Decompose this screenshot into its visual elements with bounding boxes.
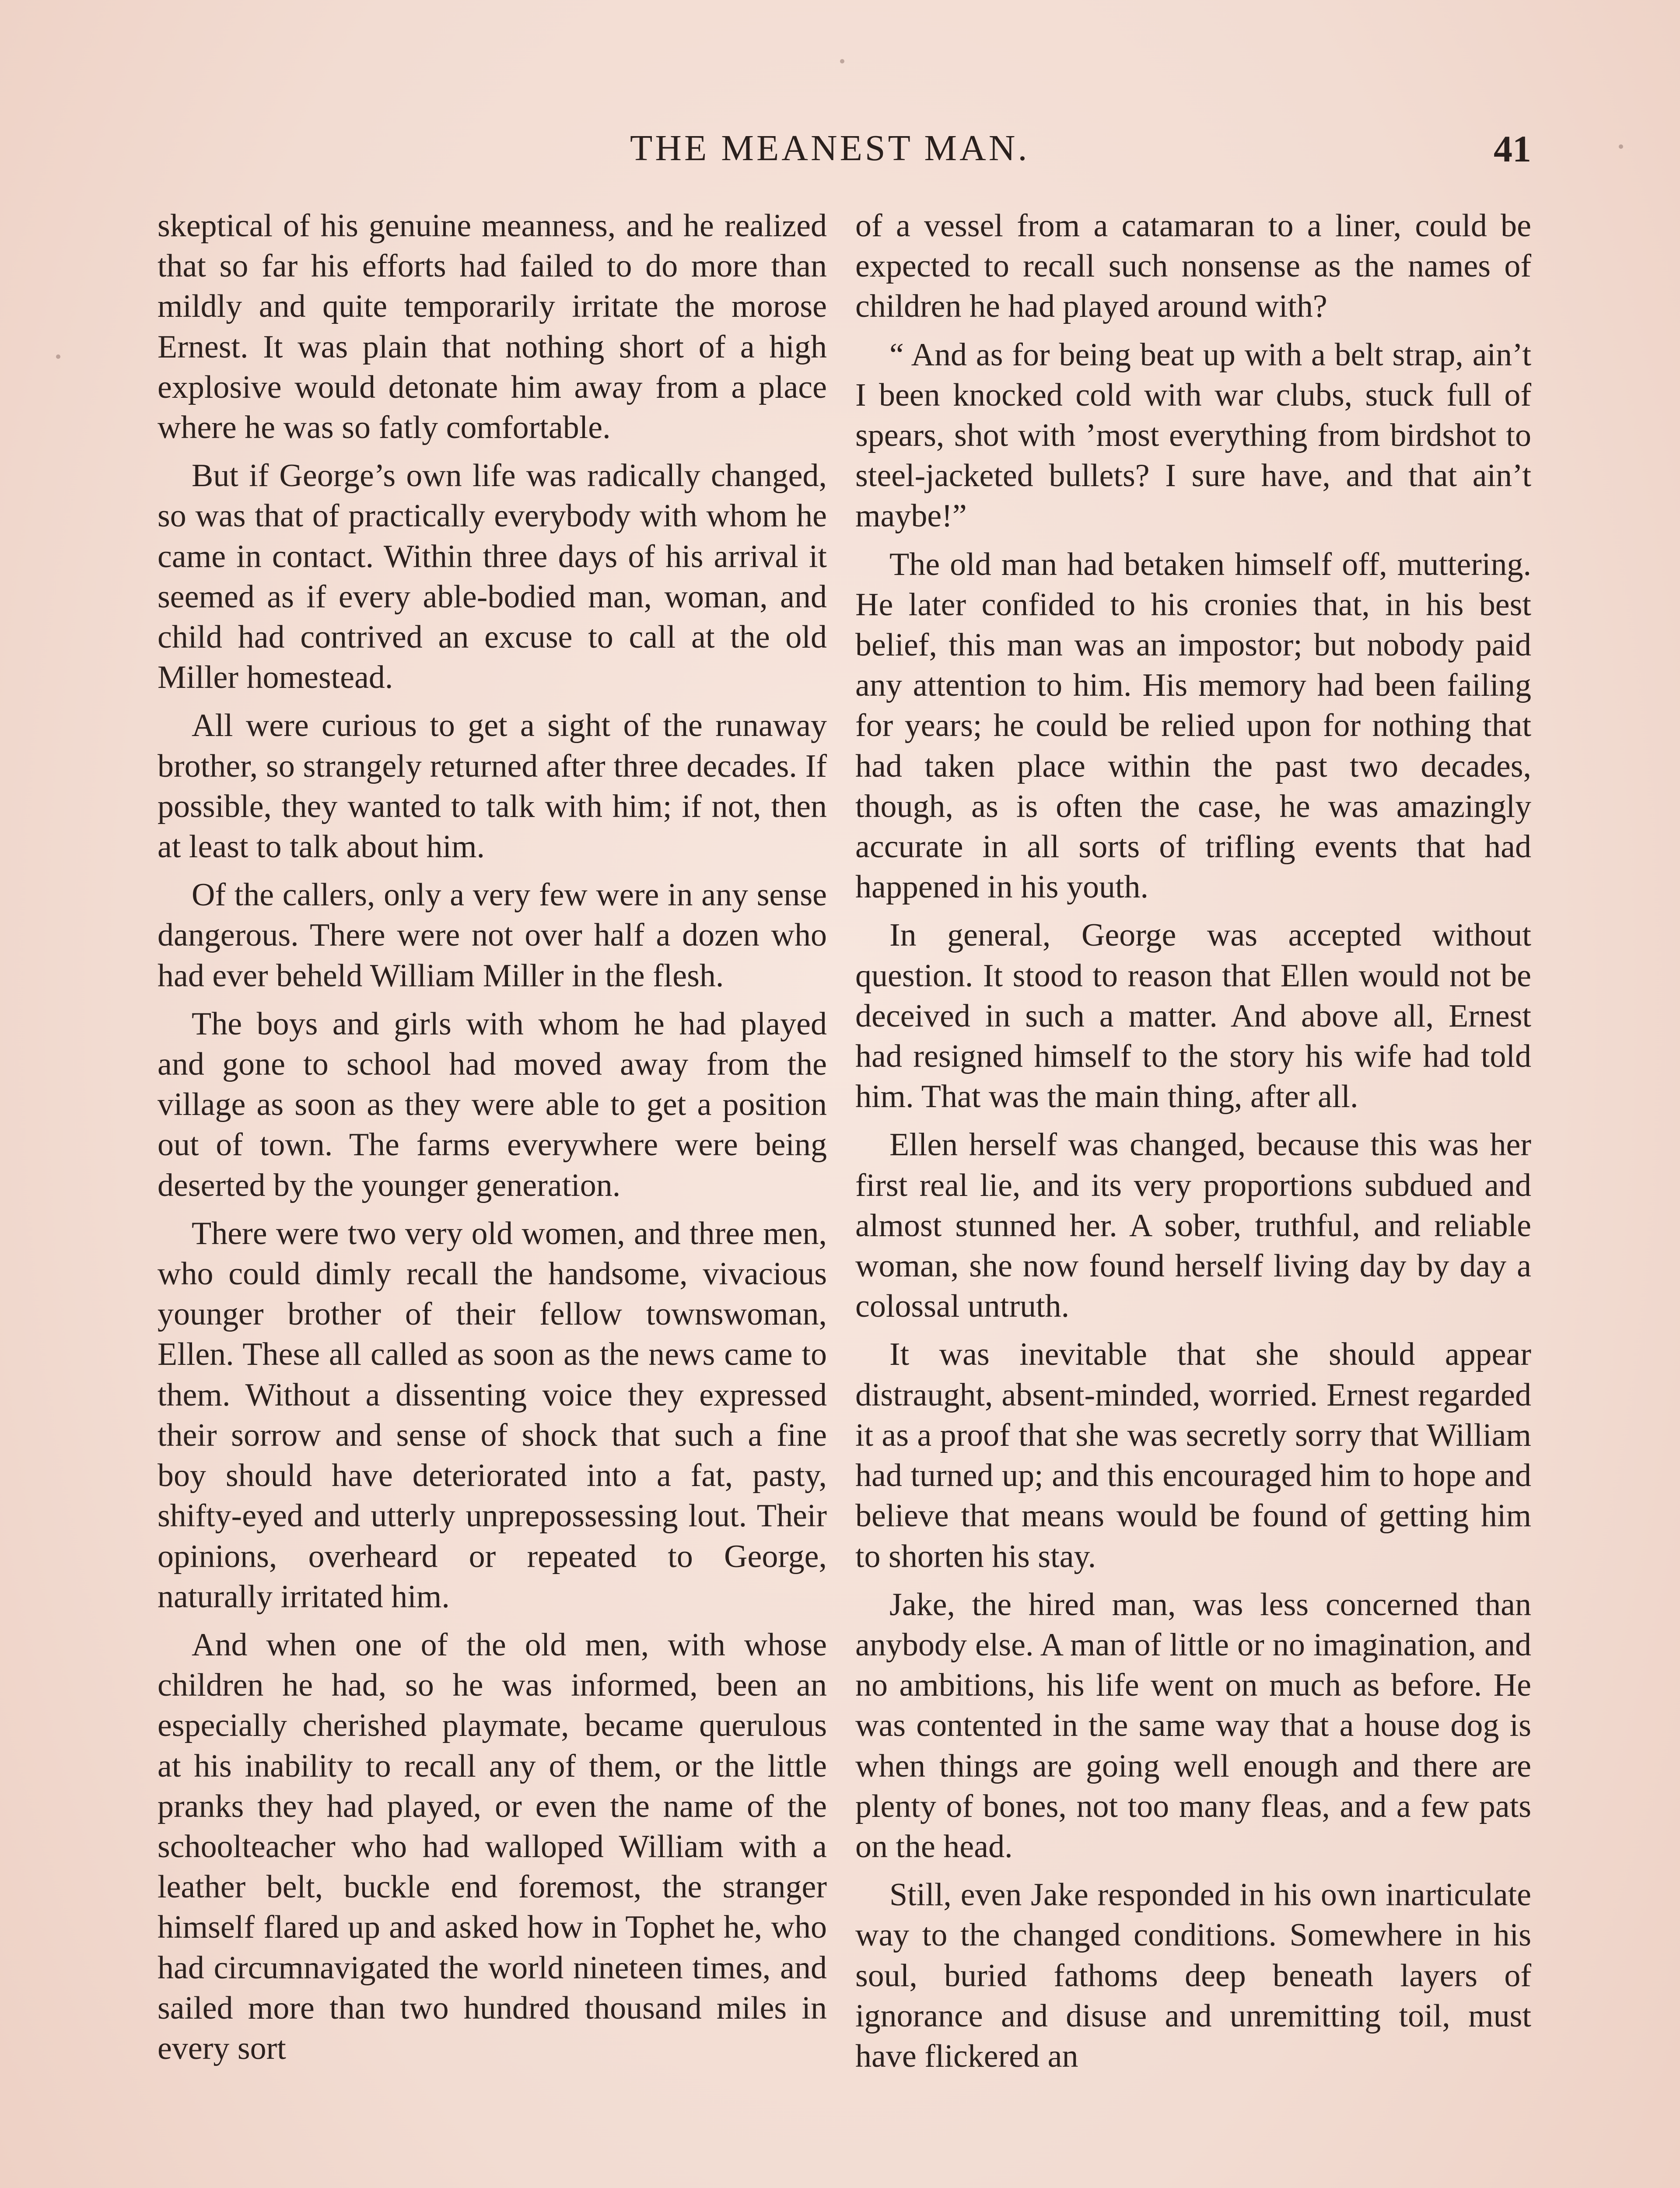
paper-speck <box>1619 144 1623 149</box>
paragraph: The old man had betaken himself off, muttering. He later confided to his cronies that, in his best belief, this man was an impostor; but nobody paid any attention to him. His memory had been failing for years; he could be relied upon for nothing that had taken place within the past two decades, though, as is often the case, he was amazingly accurate in all sorts of trifling events that had happened in his youth. <box>855 546 1531 905</box>
paragraph: It was inevitable that she should appear distraught, absent-minded, worried. Ernest regarded it as a proof that she was secretly sorry that William had turned up; and this encouraged him to hope and believe that means would be found of getting him to shorten his stay. <box>855 1336 1531 1574</box>
paragraph: All were curious to get a sight of the runaway brother, so strangely returned after three decades. If possible, they wanted to talk with him; if not, then at least to talk about him. <box>158 708 827 865</box>
paragraph: skeptical of his genuine meanness, and he realized that so far his efforts had failed to do more than mildly and quite temporarily irritate the morose Ernest. It was plain that nothing short of a high explosive would detonate him away from a place where he was so fatly comfortable. <box>158 208 827 446</box>
page-number: 41 <box>1494 128 1531 170</box>
right-column <box>855 206 1531 2076</box>
paragraph: There were two very old women, and three men, who could dimly recall the handsome, vivacious younger brother of their fellow townswoman, Ellen. These all called as soon as the news came to them. Without a dissenting voice they expressed their sorrow and sense of shock that such a fine boy should have deteriorated into a fat, pasty, shifty-eyed and utterly unprepossessing lout. Their opinions, overheard or repeated to George, naturally irritated him. <box>158 1215 827 1615</box>
paragraph: In general, George was accepted without question. It stood to reason that Ellen would not be deceived in such a matter. And above all, Ernest had resigned himself to the story his wife had told him. That was the main thing, after all. <box>855 917 1531 1115</box>
running-head: THE MEANEST MAN. <box>630 128 1030 168</box>
paragraph: Still, even Jake responded in his own inarticulate way to the changed conditions. Somewhere in his soul, buried fathoms deep beneath layers of ignorance and disuse and unremitting toil, must have flickered an <box>855 1877 1531 2074</box>
paragraph: Jake, the hired man, was less concerned than anybody else. A man of little or no imagination, and no ambitions, his life went on much as before. He was contented in the same way that a house dog is when things are going well enough and there are plenty of bones, not too many fleas, and a few pats on the head. <box>855 1586 1531 1865</box>
paragraph: But if George’s own life was radically changed, so was that of practically everybody with whom he came in contact. Within three days of his arrival it seemed as if every able-bodied man, woman, and child had contrived an excuse to call at the old Miller homestead. <box>158 458 827 696</box>
paragraph: The boys and girls with whom he had played and gone to school had moved away from the village as soon as they were able to get a position out of town. The farms everywhere were being deserted by the younger generation. <box>158 1006 827 1203</box>
left-column <box>158 206 827 2069</box>
paragraph: Ellen herself was changed, because this was her first real lie, and its very proportions subdued and almost stunned her. A sober, truthful, and reliable woman, she now found herself living day by day a colossal untruth. <box>855 1127 1531 1325</box>
paragraph: “ And as for being beat up with a belt strap, ain’t I been knocked cold with war clubs, stuck full of spears, shot with ’most everything from birdshot to steel-jacketed bullets? I sure have, and that ain’t maybe!” <box>855 337 1531 534</box>
paragraph: of a vessel from a catamaran to a liner, could be expected to recall such nonsense as the names of children he had played around with? <box>855 208 1531 325</box>
paragraph: And when one of the old men, with whose children he had, so he was informed, been an especially cherished playmate, became querulous at his inability to recall any of them, or the little pranks they had played, or even the name of the schoolteacher who had walloped William with a leather belt, buckle end foremost, the stranger himself flared up and asked how in Tophet he, who had circumnavigated the world nineteen times, and sailed more than two hundred thousand miles in every sort <box>158 1627 827 2066</box>
paper-speck <box>840 59 844 63</box>
page-header <box>158 127 1531 175</box>
paragraph: Of the callers, only a very few were in any sense dangerous. There were not over half a dozen who had ever beheld William Miller in the flesh. <box>158 877 827 994</box>
paper-speck <box>56 354 60 359</box>
